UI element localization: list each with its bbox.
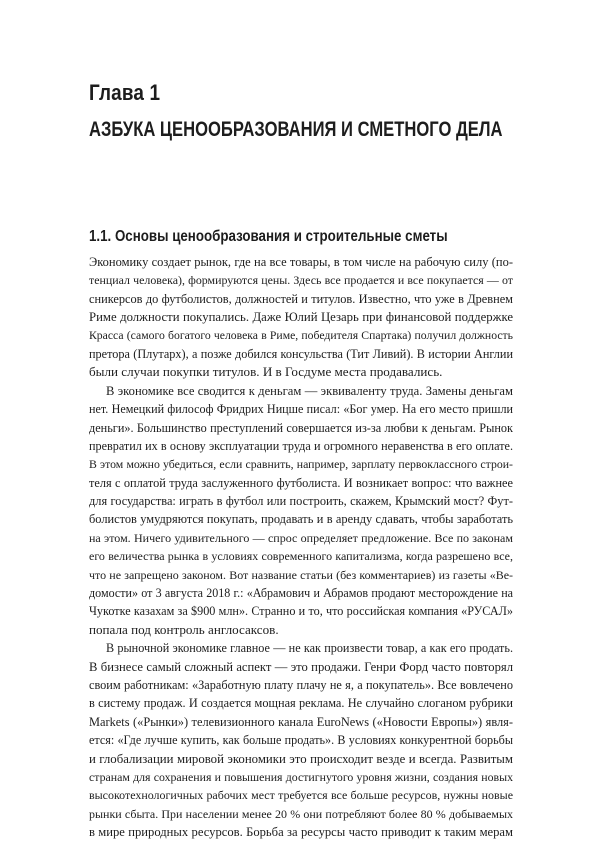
- body-line: в мире природных ресурсов. Борьба за ресурсы часто приводит к таким мерам: [89, 825, 513, 840]
- body-line: Красса (самого богатого человека в Риме, победителя Спартака) получил должность: [89, 328, 513, 342]
- body-line: высокотехнологичных рабочих мест требуется все больше ресурсов, нужны новые: [89, 788, 513, 803]
- body-line: попала под контроль англосаксов.: [89, 621, 279, 637]
- body-line: ется: «Где лучше купить, как больше продать». В условиях конкурентной борьбы: [89, 733, 513, 748]
- chapter-title: АЗБУКА ЦЕНООБРАЗОВАНИЯ И СМЕТНОГО ДЕЛА: [89, 118, 503, 141]
- body-line: домости» от 3 августа 2018 г.: «Абрамович и Абрамов продают месторождение на: [89, 586, 513, 601]
- body-line: нет. Немецкий философ Фридрих Ницше писал: «Бог умер. На его место пришли: [89, 402, 513, 417]
- body-line: деньги». Большинство преступлений совершается из-за любви к деньгам. Рынок: [89, 420, 513, 435]
- body-line: Экономику создает рынок, где на все товары, в том числе на рабочую силу (по-: [89, 255, 513, 269]
- body-line: и глобализации мировой экономики это происходит везде и всегда. Развитым: [89, 751, 513, 766]
- body-line: теля с оплатой труда заслуженного футболиста. И возникает вопрос: что важнее: [89, 475, 513, 490]
- body-line: его величества рынка в условиях современного капитализма, когда разрешено все,: [89, 549, 513, 564]
- body-line: В экономике все сводится к деньгам — эквиваленту труда. Замены деньгам: [106, 383, 513, 398]
- body-line: рынки сбыта. При населении менее 20 % они потребляют более 80 % добываемых: [89, 806, 513, 821]
- body-line: Риме должности покупались. Даже Юлий Цезарь при финансовой поддержке: [89, 310, 513, 325]
- body-line: были случаи покупки титулов. И в Госдуме места продавались.: [89, 364, 443, 380]
- body-line: болистов умудряются покупать, продавать и в аренду сдавать, чтобы заработать: [89, 512, 513, 527]
- body-line: в систему продаж. И создается мощная реклама. Не случайно слоганом рубрики: [89, 696, 513, 711]
- body-line: превратил их в основу эксплуатации труда и огромного неравенства в его оплате.: [89, 438, 513, 453]
- body-line: тенциал человека), формируются цены. Здесь все продается и все покупается — от: [89, 273, 513, 288]
- body-line: Markets («Рынки») телевизионного канала EuroNews («Новости Европы») явля-: [89, 714, 513, 729]
- body-line: для государства: играть в футбол или построить, скажем, Крымский мост? Фут-: [89, 494, 513, 509]
- body-line: В бизнесе самый сложный аспект — это продажи. Генри Форд часто повторял: [89, 659, 513, 674]
- body-line: В этом можно убедиться, если сравнить, например, зарплату первоклассного строи-: [89, 457, 513, 472]
- body-line: В рыночной экономике главное — не как произвести товар, а как его продать.: [106, 641, 513, 656]
- section-heading: 1.1. Основы ценообразования и строительные сметы: [89, 228, 448, 245]
- body-line: что не запрещено законом. Вот название статьи (без комментариев) из газеты «Ве-: [89, 567, 513, 582]
- body-line: своим работникам: «Заработную плату плачу не я, а покупатель». Все вовлечено: [89, 677, 513, 692]
- body-text: [89, 253, 513, 842]
- body-line: странам для сохранения и повышения достигнутого уровня жизни, создания новых: [89, 769, 513, 784]
- body-line: на этом. Ничего удивительного — спрос определяет предложение. Все по законам: [89, 530, 513, 545]
- chapter-label: Глава 1: [89, 80, 161, 105]
- body-line: сникерсов до футболистов, должностей и титулов. Известно, что уже в Древнем: [89, 291, 513, 306]
- body-line: претора (Плутарх), а позже добился консульства (Тит Ливий). В истории Англии: [89, 346, 513, 361]
- body-line: Чукотке казахам за $900 млн». Странно и то, что российская компания «РУСАЛ»: [89, 604, 513, 619]
